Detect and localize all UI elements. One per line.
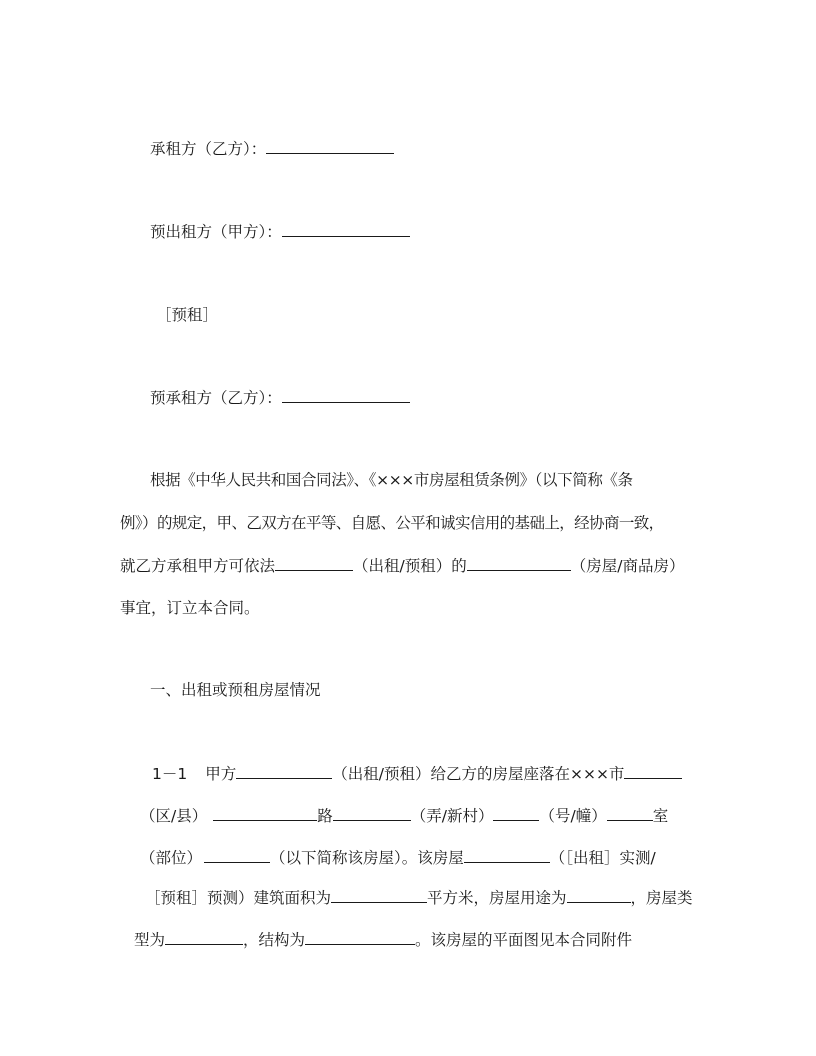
prelessee-label: 预承租方（乙方）：: [150, 389, 282, 407]
preamble-line-2: 例》）的规定，甲、乙双方在平等、自愿、公平和诚实信用的基础上，经协商一致，: [120, 514, 664, 532]
clause-1-1-line-3: [140, 848, 656, 868]
preamble-line-3: [120, 556, 684, 576]
city-district-blank[interactable]: [624, 764, 682, 779]
clause-1-1-line-4: [145, 888, 693, 908]
prerent-note: ［预租］: [156, 306, 219, 324]
clause-line-2-text-e: 室: [652, 807, 669, 825]
clause-line-2-text-c: （弄/新村）: [410, 807, 494, 825]
measurement-type-blank[interactable]: [464, 848, 550, 863]
clause-line-3-text-a: （部位）: [140, 849, 203, 867]
clause-1-1-line-1: [152, 764, 682, 784]
clause-1-1-line-5: [134, 930, 632, 950]
room-blank[interactable]: [204, 848, 270, 863]
preamble-line-1: 根据《中华人民共和国合同法》、《×××市房屋租赁条例》（以下简称《条: [150, 471, 633, 489]
preamble-line-3-text-b: （出租/预租）的: [353, 557, 467, 575]
clause-line-2-text-d: （号/幢）: [539, 807, 607, 825]
prelessee-line: [150, 388, 410, 408]
prelessor-label: 预出租方（甲方）：: [150, 223, 282, 241]
clause-number: 1－1: [152, 765, 188, 783]
structure-blank[interactable]: [305, 930, 415, 945]
floor-area-blank[interactable]: [331, 888, 427, 903]
district-blank[interactable]: [213, 806, 317, 821]
clause-line-4-text-b: 平方米，房屋用途为: [427, 889, 567, 907]
house-type-blank[interactable]: [165, 930, 243, 945]
clause-line-2-text-a: （区/县）: [140, 807, 208, 825]
clause-line-5-text-b: ，结构为: [243, 931, 306, 949]
lessor-lease-type-blank[interactable]: [236, 764, 332, 779]
prelessor-blank[interactable]: [282, 222, 410, 237]
lease-type-blank[interactable]: [275, 556, 353, 571]
lessee-blank[interactable]: [266, 139, 394, 154]
road-blank[interactable]: [333, 806, 411, 821]
preamble-line-3-text-a: 就乙方承租甲方可依法: [120, 557, 276, 575]
clause-line-1-text-a: 甲方: [205, 765, 237, 783]
clause-line-3-text-b: （以下简称该房屋）。该房屋: [270, 849, 464, 867]
property-type-blank[interactable]: [467, 556, 571, 571]
clause-line-1-text-b: （出租/预租）给乙方的房屋座落在×××市: [332, 765, 625, 783]
lane-blank[interactable]: [493, 806, 539, 821]
preamble-line-3-text-c: （房屋/商品房）: [570, 557, 685, 575]
lessee-label: 承租方（乙方）：: [150, 140, 267, 158]
clause-line-4-text-c: ，房屋类: [630, 889, 693, 907]
lessee-line: [150, 139, 394, 159]
clause-line-4-text-a: ［预租］预测）建筑面积为: [145, 889, 332, 907]
clause-1-1-line-2: [140, 806, 668, 826]
clause-line-2-text-b: 路: [317, 807, 333, 825]
section-1-heading: 一、出租或预租房屋情况: [150, 681, 321, 699]
usage-blank[interactable]: [567, 888, 631, 903]
clause-line-3-text-c: （［出租］实测/: [549, 849, 656, 867]
preamble-line-4: 事宜，订立本合同。: [120, 599, 260, 617]
prelessee-blank[interactable]: [282, 388, 410, 403]
prelessor-line: [150, 222, 410, 242]
building-number-blank[interactable]: [607, 806, 653, 821]
clause-line-5-text-a: 型为: [134, 931, 166, 949]
clause-line-5-text-c: 。该房屋的平面图见本合同附件: [415, 931, 633, 949]
